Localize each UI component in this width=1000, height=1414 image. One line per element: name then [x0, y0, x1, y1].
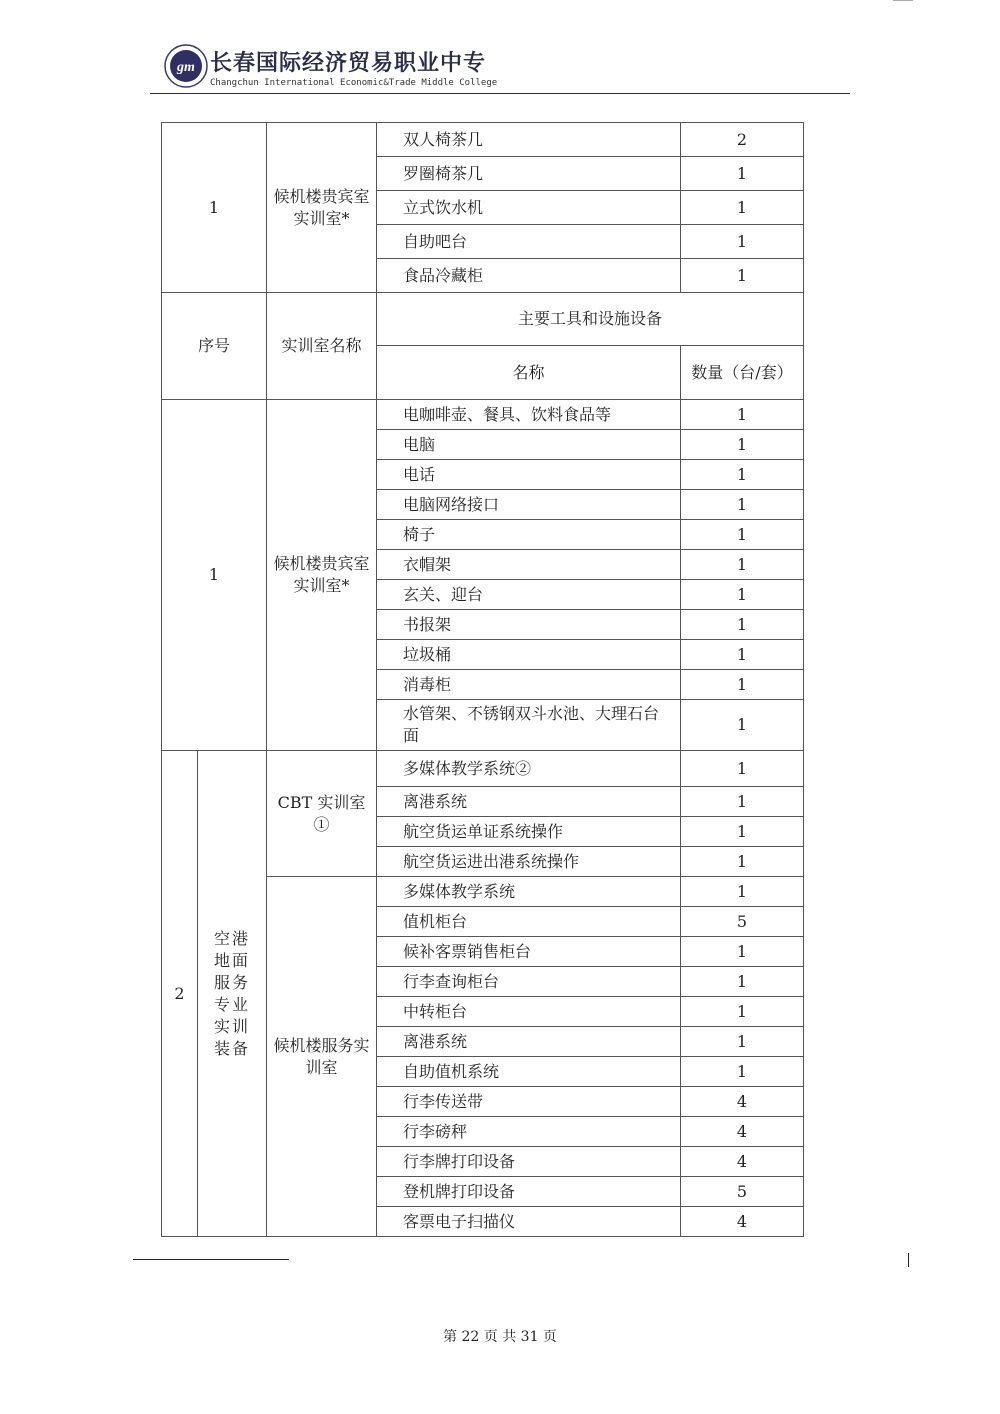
header-name: 名称	[377, 346, 681, 400]
school-name-cn: 长春国际经济贸易职业中专	[210, 50, 487, 76]
page-header	[150, 40, 850, 94]
header-rule	[150, 93, 850, 94]
category-line: 实训	[213, 1016, 250, 1036]
item-qty: 1	[681, 490, 804, 520]
item-qty: 1	[681, 259, 804, 293]
item-name: 电脑网络接口	[377, 490, 681, 520]
item-name: 衣帽架	[377, 550, 681, 580]
item-qty: 4	[681, 1117, 804, 1147]
item-name: 行李牌打印设备	[377, 1147, 681, 1177]
item-name: 客票电子扫描仪	[377, 1207, 681, 1237]
item-qty: 1	[681, 157, 804, 191]
item-name: 玄关、迎台	[377, 580, 681, 610]
item-name: 电脑	[377, 430, 681, 460]
item-name: 多媒体教学系统②	[377, 751, 681, 787]
item-name: 自助吧台	[377, 225, 681, 259]
item-qty: 4	[681, 1207, 804, 1237]
table-row	[162, 751, 804, 787]
item-qty: 1	[681, 787, 804, 817]
item-qty: 1	[681, 1057, 804, 1087]
item-name: 值机柜台	[377, 907, 681, 937]
item-qty: 1	[681, 1027, 804, 1057]
school-logo	[164, 44, 208, 88]
item-qty: 1	[681, 550, 804, 580]
item-name: 罗圈椅茶几	[377, 157, 681, 191]
svg-text:gm: gm	[177, 60, 195, 75]
item-qty: 1	[681, 670, 804, 700]
header-room: 实训室名称	[267, 293, 377, 400]
item-qty: 1	[681, 580, 804, 610]
item-qty: 5	[681, 907, 804, 937]
item-name: 电话	[377, 460, 681, 490]
item-name: 离港系统	[377, 1027, 681, 1057]
item-name: 行李查询柜台	[377, 967, 681, 997]
room-name: 候机楼服务实训室	[267, 877, 377, 1237]
item-qty: 1	[681, 460, 804, 490]
row-index: 2	[162, 751, 198, 1237]
row-index: 1	[162, 400, 267, 751]
item-qty: 5	[681, 1177, 804, 1207]
table-header-row	[162, 293, 804, 346]
item-name: 行李传送带	[377, 1087, 681, 1117]
item-qty: 1	[681, 751, 804, 787]
item-name: 航空货运单证系统操作	[377, 817, 681, 847]
footnote-rule	[133, 1259, 289, 1260]
item-qty: 1	[681, 817, 804, 847]
item-name: 双人椅茶几	[377, 123, 681, 157]
item-name: 椅子	[377, 520, 681, 550]
item-qty: 4	[681, 1147, 804, 1177]
item-name: 行李磅秤	[377, 1117, 681, 1147]
item-name: 垃圾桶	[377, 640, 681, 670]
room-name: 候机楼贵宾室实训室*	[267, 123, 377, 293]
item-name: 书报架	[377, 610, 681, 640]
item-qty: 1	[681, 877, 804, 907]
page-number: 第 22 页 共 31 页	[443, 1329, 557, 1345]
item-name: 食品冷藏柜	[377, 259, 681, 293]
corner-mark	[893, 0, 913, 1]
item-qty: 1	[681, 430, 804, 460]
text-cursor	[908, 1253, 909, 1267]
item-name: 航空货运进出港系统操作	[377, 847, 681, 877]
item-name: 水管架、不锈钢双斗水池、大理石台面	[377, 700, 681, 751]
item-qty: 4	[681, 1087, 804, 1117]
table-row	[162, 123, 804, 157]
room-name: CBT 实训室①	[267, 751, 377, 877]
item-qty: 1	[681, 967, 804, 997]
category-line: 地面	[213, 950, 250, 970]
category-line: 服务	[213, 972, 250, 992]
school-name-en: Changchun International Economic&Trade Middle College	[210, 78, 498, 88]
item-qty: 1	[681, 400, 804, 430]
item-qty: 1	[681, 640, 804, 670]
category-line: 专业	[213, 994, 250, 1014]
item-name: 电咖啡壶、餐具、饮料食品等	[377, 400, 681, 430]
item-qty: 1	[681, 997, 804, 1027]
item-qty: 2	[681, 123, 804, 157]
category-line: 装备	[213, 1038, 250, 1058]
header-equipment: 主要工具和设施设备	[377, 293, 804, 346]
row-index: 1	[162, 123, 267, 293]
item-qty: 1	[681, 847, 804, 877]
item-name: 登机牌打印设备	[377, 1177, 681, 1207]
item-name: 立式饮水机	[377, 191, 681, 225]
room-name: 候机楼贵宾室实训室*	[267, 400, 377, 751]
item-name: 离港系统	[377, 787, 681, 817]
header-index: 序号	[162, 293, 267, 400]
header-qty: 数量（台/套）	[681, 346, 804, 400]
equipment-table	[161, 122, 804, 1237]
item-qty: 1	[681, 520, 804, 550]
item-qty: 1	[681, 610, 804, 640]
category-name	[198, 751, 267, 1237]
item-name: 消毒柜	[377, 670, 681, 700]
item-qty: 1	[681, 937, 804, 967]
item-name: 候补客票销售柜台	[377, 937, 681, 967]
item-name: 自助值机系统	[377, 1057, 681, 1087]
item-name: 多媒体教学系统	[377, 877, 681, 907]
item-qty: 1	[681, 700, 804, 751]
item-qty: 1	[681, 225, 804, 259]
table-row	[162, 400, 804, 430]
item-qty: 1	[681, 191, 804, 225]
item-name: 中转柜台	[377, 997, 681, 1027]
category-line: 空港	[213, 928, 250, 948]
